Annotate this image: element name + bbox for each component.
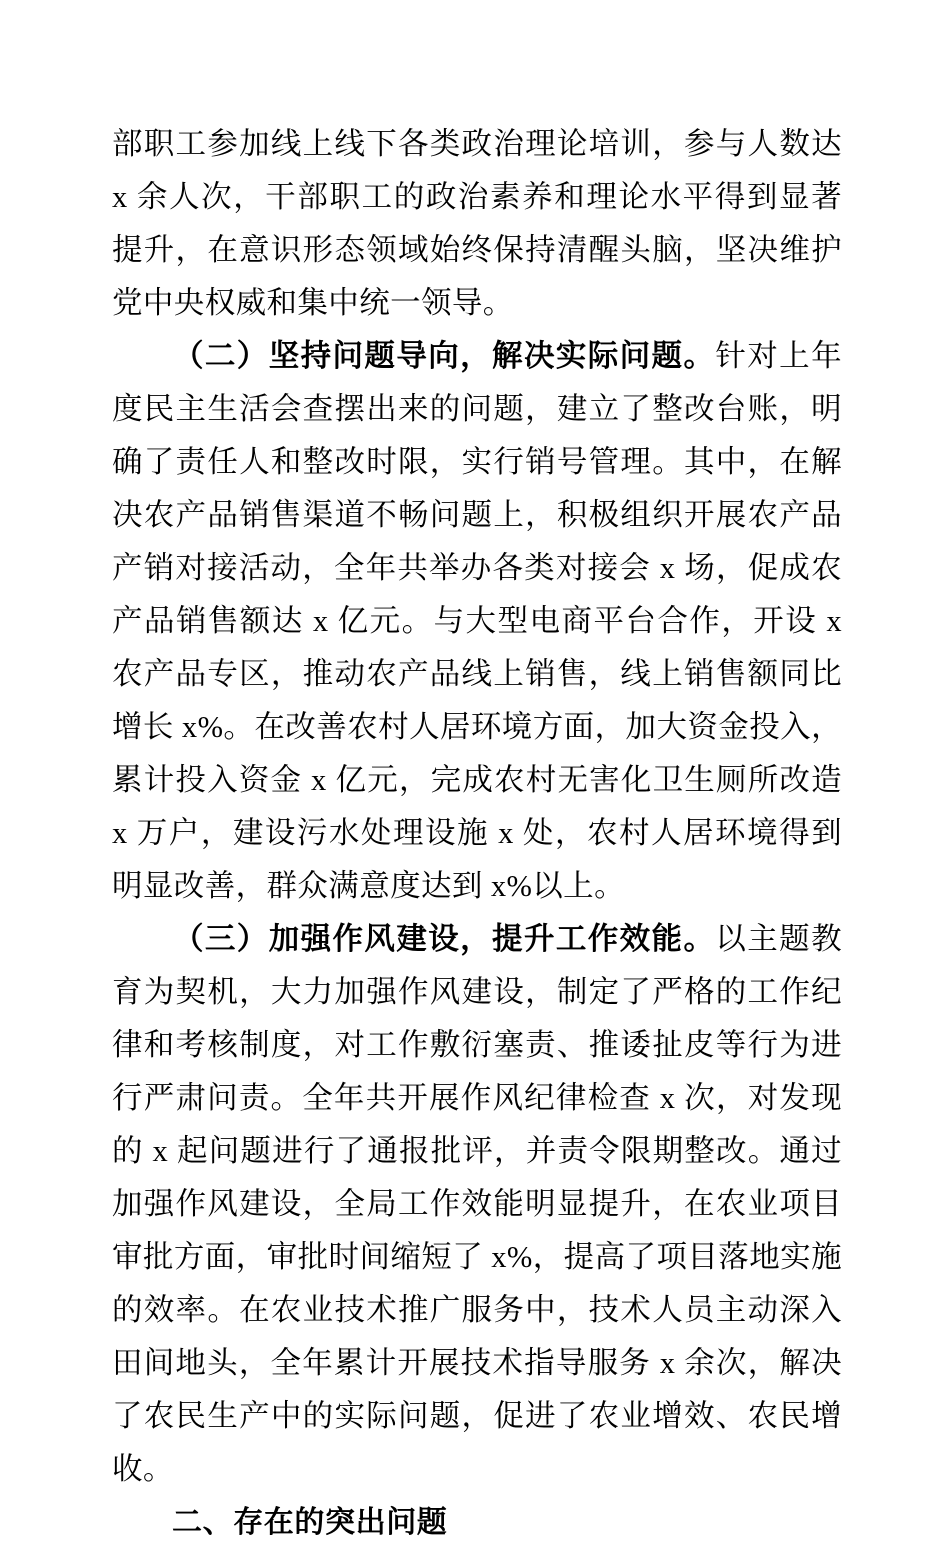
paragraph-section-2 bbox=[112, 330, 842, 913]
paragraph-text-2: 针对上年度民主生活会查摆出来的问题，建立了整改台账，明确了责任人和整改时限，实行销号管理。其中，在解决农产品销售渠道不畅问题上，积极组织开展农产品产销对接活动，全年共举办各类对接会 x 场，促成农产品销售额达 x 亿元。与大型电商平台合作，开设 x 农产品专区，推动农产品线上销售，线上销售额同比增长 x%。在改善农村人居环境方面，加大资金投入，累计投入资金 x 亿元，完成农村无害化卫生厕所改造 x 万户，建设污水处理设施 x 处，农村人居环境得到明显改善，群众满意度达到 x%以上。 bbox=[112, 339, 842, 903]
paragraph-section-3 bbox=[112, 913, 842, 1496]
paragraph-continued bbox=[112, 118, 842, 330]
paragraph-text: 部职工参加线上线下各类政治理论培训，参与人数达 x 余人次，干部职工的政治素养和理论水平得到显著提升，在意识形态领域始终保持清醒头脑，坚决维护党中央权威和集中统一领导。 bbox=[112, 127, 842, 320]
paragraph-text-3: 以主题教育为契机，大力加强作风建设，制定了严格的工作纪律和考核制度，对工作敷衍塞责、推诿扯皮等行为进行严肃问责。全年共开展作风纪律检查 x 次，对发现的 x 起问题进行了通报批评，并责令限期整改。通过加强作风建设，全局工作效能明显提升，在农业项目审批方面，审批时间缩短了 x%，提高了项目落地实施的效率。在农业技术推广服务中，技术人员主动深入田间地头，全年累计开展技术指导服务 x 余次，解决了农民生产中的实际问题，促进了农业增效、农民增收。 bbox=[112, 922, 842, 1486]
paragraph-lead-2: （二）坚持问题导向，解决实际问题。 bbox=[173, 339, 716, 373]
heading-existing-problems: 二、存在的突出问题 bbox=[172, 1506, 448, 1539]
paragraph-lead-3: （三）加强作风建设，提升工作效能。 bbox=[173, 922, 716, 956]
document-body bbox=[112, 118, 842, 1549]
